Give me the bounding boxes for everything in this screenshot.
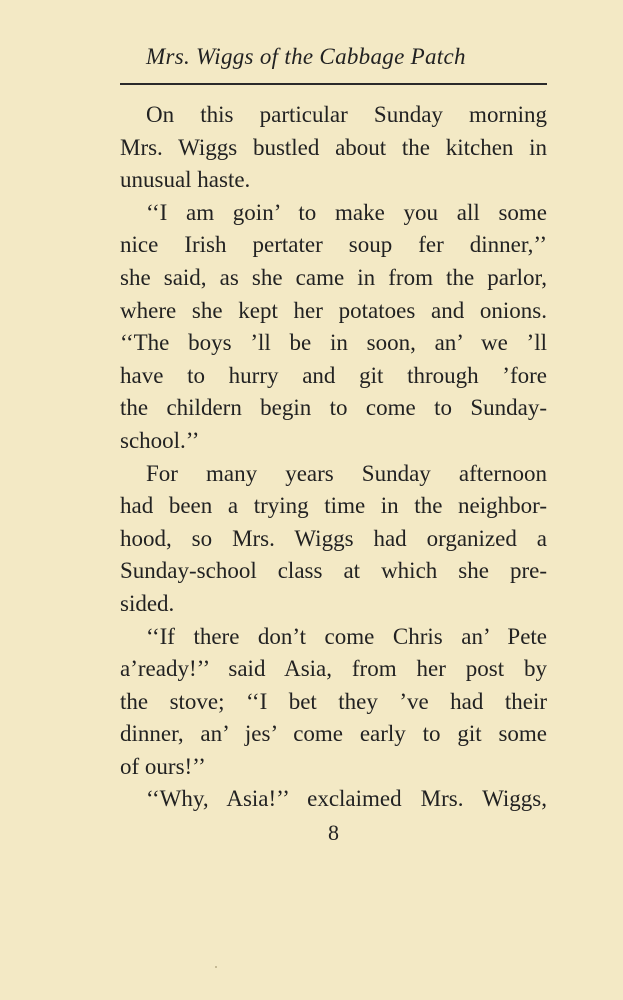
text-line: ‘‘I am goin’ to make you all some [146, 199, 547, 225]
text-line: On this particular Sunday morning [146, 102, 547, 127]
text-line: nice Irish pertater soup fer dinner,’’ [120, 232, 547, 258]
text-line: ‘‘The boys ’ll be in soon, an’ we ’ll [120, 330, 547, 356]
header-rule [120, 83, 547, 85]
text-line: unusual haste. [120, 167, 251, 193]
text-line: had been a trying time in the neighbor- [120, 493, 547, 519]
running-head: Mrs. Wiggs of the Cabbage Patch [146, 44, 466, 69]
text-line: hood, so Mrs. Wiggs had organized a [120, 525, 547, 551]
text-line: of ours!’’ [120, 753, 206, 779]
text-line: have to hurry and git through ’fore [120, 362, 547, 388]
text-line: she said, as she came in from the parlor, [120, 264, 547, 290]
page-number: 8 [328, 820, 339, 845]
text-line: Sunday-school class at which she pre- [120, 558, 547, 584]
text-line: ‘‘If there don’t come Chris an’ Pete [146, 623, 547, 649]
text-line: the childern begin to come to Sunday- [120, 395, 547, 421]
text-line: Mrs. Wiggs bustled about the kitchen in [120, 134, 547, 160]
text-line: the stove; ‘‘I bet they ’ve had their [120, 688, 547, 714]
text-line: a’ready!’’ said Asia, from her post by [120, 656, 547, 682]
text-line: dinner, an’ jes’ come early to git some [120, 721, 547, 747]
body-text [120, 99, 547, 816]
paper-speck [215, 966, 217, 968]
text-line: For many years Sunday afternoon [146, 460, 547, 486]
text-line: school.’’ [120, 427, 200, 453]
text-line: ‘‘Why, Asia!’’ exclaimed Mrs. Wiggs, [146, 786, 547, 812]
text-line: sided. [120, 590, 175, 616]
text-line: where she kept her potatoes and onions. [120, 297, 547, 323]
